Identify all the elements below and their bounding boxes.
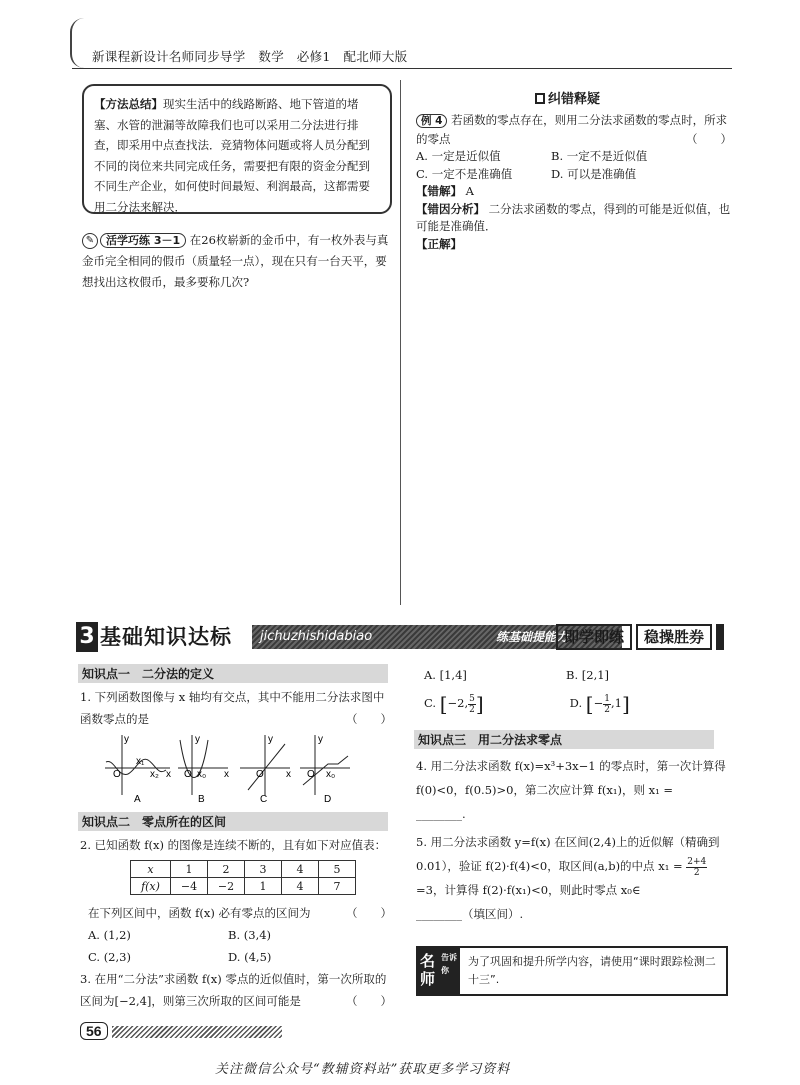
teacher-tip-box (416, 946, 728, 996)
analysis-tag: 【错因分析】 (416, 201, 485, 216)
page-number-strip (112, 1026, 282, 1038)
practice-3-1 (82, 230, 397, 293)
graph-a-x: x (166, 769, 171, 780)
kp2-title: 知识点二 零点所在的区间 (78, 812, 388, 831)
question-5: 5. 用二分法求函数 y=f(x) 在区间(2,4)上的近似解（精确到0.01），验证 f(2)·f(4)<0，取区间(a,b)的中点 x₁ = $\frac{2+4}{2}=3$，计算得 f(2)·f(x₁)<0，则此时零点 x₀∈ ________（填区间）. (416, 835, 720, 921)
method-tag: 【方法总结】 (94, 97, 163, 111)
method-summary-box (82, 84, 392, 214)
banner-pinyin: jichuzhishidabiao (260, 629, 373, 644)
svg-text:x: x (224, 769, 229, 780)
pencil-icon: ✎ (82, 233, 98, 249)
example-question: 若函数的零点存在，则用二分法求函数的零点时，所求的零点 (416, 113, 728, 146)
svg-text:O: O (184, 769, 192, 780)
tip-text: 为了巩固和提升所学内容，请使用“课时跟踪检测二十三”. (468, 955, 716, 986)
svg-text:x₂: x₂ (150, 769, 159, 780)
error-section-title: 纠错释疑 (535, 88, 600, 107)
column-divider (400, 80, 401, 605)
svg-text:x₁: x₁ (136, 756, 145, 767)
svg-text:O: O (113, 769, 121, 780)
practice-text: 在26枚崭新的金币中，有一枚外表与真金币完全相同的假币（质量轻一点），现在只有一台天平，要想找出这枚假币，最多要称几次? (82, 233, 389, 289)
question-1: 1. 下列函数图像与 x 轴均有交点，其中不能用二分法求图中函数零点的是 （ ） (80, 690, 392, 726)
svg-text:y: y (318, 734, 323, 745)
svg-text:y: y (195, 734, 200, 745)
svg-text:y: y (268, 734, 273, 745)
question-2: 2. 已知函数 f(x) 的图像是连续不断的，且有如下对应值表： (80, 838, 387, 852)
wrong-answer: A (465, 184, 474, 198)
svg-text:x: x (286, 769, 291, 780)
graph-a-label: A (134, 794, 141, 805)
practice-tag: 活学巧练 3－1 (100, 233, 186, 248)
banner-slogan: 练基础提能力 (496, 630, 569, 644)
kp3-title: 知识点三 用二分法求零点 (414, 730, 714, 749)
graph-c-label: C (260, 794, 268, 805)
question-4: 4. 用二分法求函数 f(x)=x³+3x−1 的零点时，第一次计算得 f(0)<0，f(0.5)>0，第二次应计算 f(x₁)，则 x₁ = ________. (416, 759, 726, 821)
header-curve (70, 18, 84, 68)
graph-b (178, 735, 228, 795)
q3-options-row2: C. [−2, $\frac{5}{2}$] D. [− $\frac{1}{2},1$] (424, 692, 630, 716)
graph-d (300, 735, 350, 795)
svg-text:x₀: x₀ (197, 769, 207, 780)
kp1-title: 知识点一 二分法的定义 (78, 664, 388, 683)
method-text: 现实生活中的线路断路、地下管道的堵塞、水管的泄漏等故障我们也可以采用二分法进行排查，即采用中点查找法．竞猜物体问题或将人员分配到不同的岗位来共同完成任务，需要把有限的资金分配到不同生产企业，如何使时间最短、利润最高，这都需要用二分法来解决． (94, 97, 370, 214)
banner-number: 3 (76, 622, 98, 652)
page-number: 56 (80, 1022, 108, 1040)
wrong-tag: 【错解】 (416, 184, 462, 198)
svg-text:O: O (307, 769, 315, 780)
q2-options-row2: C. (2,3) D. (4,5) (88, 950, 272, 964)
example-paren: （ ） (686, 131, 732, 146)
example-tag: 例 4 (416, 114, 447, 128)
section-banner (76, 622, 726, 652)
svg-text:y: y (124, 734, 129, 745)
book-title: 新课程新设计名师同步导学 数学 必修1 配北师大版 (92, 49, 408, 64)
section-square-icon (535, 93, 545, 104)
banner-box-2: 稳操胜券 (636, 624, 712, 650)
banner-box-1: 即学即练 (556, 624, 632, 650)
svg-text:O: O (256, 769, 264, 780)
correct-tag: 【正解】 (416, 236, 462, 251)
graph-b-label: B (198, 794, 205, 805)
banner-title: 基础知识达标 (100, 625, 232, 649)
svg-text:x₀: x₀ (326, 769, 336, 780)
q1-graphs (100, 730, 350, 805)
example-4 (416, 112, 732, 253)
graph-c (240, 735, 290, 795)
question-3: 3. 在用“二分法”求函数 f(x) 零点的近似值时，第一次所取的区间为[−2,4]，则第三次所取的区间可能是 （ ） (80, 972, 392, 1008)
graph-d-label: D (324, 794, 332, 805)
question-2-sub: 在下列区间中，函数 f(x) 必有零点的区间为 （ ） (88, 906, 392, 920)
q2-options-row1: A. (1,2) B. (3,4) (88, 928, 272, 942)
value-table: x 1 2 3 4 5 f(x) −4 −2 1 4 7 (130, 860, 356, 895)
analysis-text: 二分法求函数的零点，得到的可能是近似值，也可能是准确值． (416, 201, 731, 233)
example-options-row2: C. 一定不是准确值 D. 可以是准确值 (416, 166, 637, 181)
example-options-row1: A. 一定是近似值 B. 一定不是近似值 (416, 149, 648, 163)
footer-note: 关注微信公众号“教辅资料站”获取更多学习资料 (215, 1062, 511, 1077)
banner-end-bar (716, 624, 724, 650)
header-rule (72, 68, 732, 69)
teacher-badge: 名师 告诉你 (418, 948, 460, 994)
q3-options-row1: A. [1,4] B. [2,1] (424, 668, 610, 682)
